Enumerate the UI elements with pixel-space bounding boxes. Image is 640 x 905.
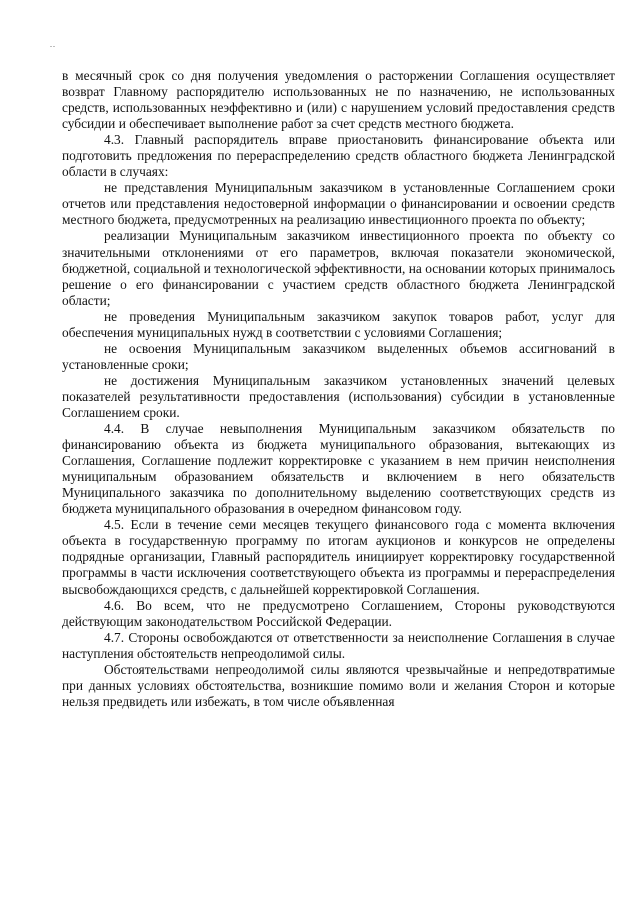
paragraph-case-targets: не достижения Муниципальным заказчиком установленных значений целевых показателей результативности предоставления (использования) субсидии в установленные Соглашением сроки.	[62, 372, 615, 420]
paragraph-4-6: 4.6. Во всем, что не предусмотрено Соглашением, Стороны руководствуются действующим законодательством Российской Федерации.	[62, 597, 615, 629]
paragraph-case-allocations: не освоения Муниципальным заказчиком выделенных объемов ассигнований в установленные сроки;	[62, 340, 615, 372]
paragraph-case-reports: не представления Муниципальным заказчиком в установленные Соглашением сроки отчетов или представления недостоверной информации о финансировании и освоении средств местного бюджета, предусмотренных на реализацию инвестиционного проекта по объекту;	[62, 180, 615, 228]
paragraph-case-procurement: не проведения Муниципальным заказчиком закупок товаров работ, услуг для обеспечения муниципальных нужд в соответствии с условиями Соглашения;	[62, 308, 615, 340]
paragraph-4-3: 4.3. Главный распорядитель вправе приостановить финансирование объекта или подготовить предложения по перераспределению средств областного бюджета Ленинградской области в случаях:	[62, 132, 615, 180]
paragraph-continuation: в месячный срок со дня получения уведомления о расторжении Соглашения осуществляет возврат Главному распорядителю использованных не по назначению, не использованных средств, использованных неэффективно и (или) с нарушением условий предоставления средств субсидии и обеспечивает выполнение работ за счет средств местного бюджета.	[62, 68, 615, 132]
paragraph-4-4: 4.4. В случае невыполнения Муниципальным заказчиком обязательств по финансированию объекта из бюджета муниципального образования, вытекающих из Соглашения, Соглашение подлежит корректировке с указанием в нем причин неисполнения муниципальным образованием обязательств и включением в него обязательств Муниципального заказчика по дополнительному выделению соответствующих средств из бюджета муниципального образования в очередном финансовом году.	[62, 421, 615, 517]
paragraph-force-majeure: Обстоятельствами непреодолимой силы являются чрезвычайные и непредотвратимые при данных условиях обстоятельства, возникшие помимо воли и желания Сторон и которые нельзя предвидеть или избежать, в том числе объявленная	[62, 661, 615, 709]
document-body	[62, 68, 615, 710]
paragraph-4-7: 4.7. Стороны освобождаются от ответственности за неисполнение Соглашения в случае наступления обстоятельств непреодолимой силы.	[62, 629, 615, 661]
paragraph-case-deviations: реализации Муниципальным заказчиком инвестиционного проекта по объекту со значительными отклонениями от его параметров, включая показатели экономической, бюджетной, социальной и технологической эффективности, на основании которых принималось решение о его финансировании с участием средств областного бюджета Ленинградской области;	[62, 228, 615, 308]
paragraph-4-5: 4.5. Если в течение семи месяцев текущего финансового года с момента включения объекта в государственную программу по итогам аукционов и конкурсов не определены подрядные организации, Главный распорядитель инициирует корректировку государственной программы в части исключения соответствующего объекта из программы и перераспределения высвобождающихся средств, с дальнейшей корректировкой Соглашения.	[62, 517, 615, 597]
scan-mark: ..	[50, 40, 56, 49]
